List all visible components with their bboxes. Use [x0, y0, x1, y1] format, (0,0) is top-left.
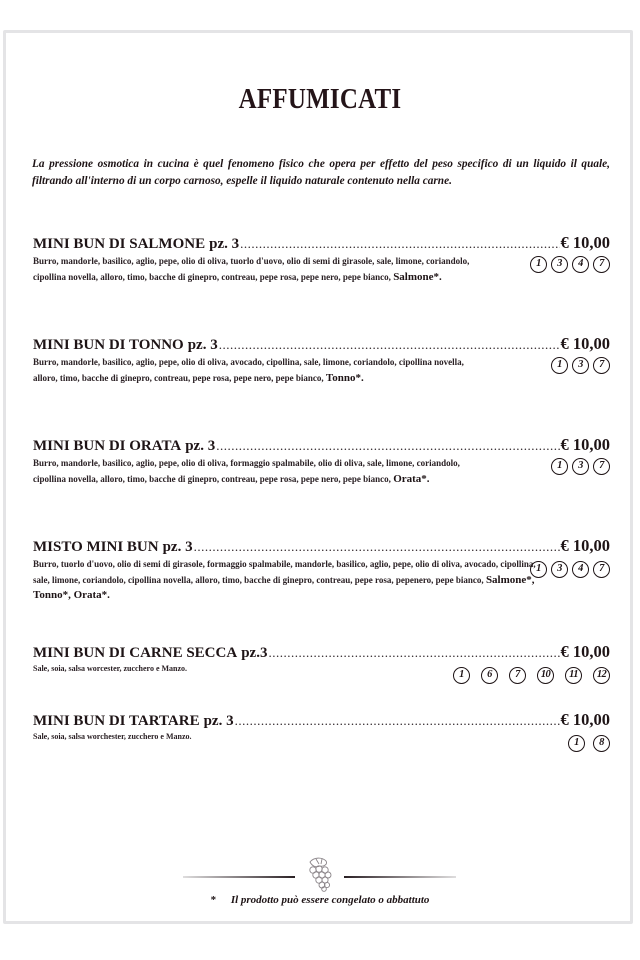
item-main-ingredient: Salmone*, Tonno*, Orata*. [33, 573, 535, 601]
allergen-badge: 7 [593, 458, 610, 475]
item-quantity: pz. 3 [203, 713, 234, 729]
item-name: MISTO MINI BUN [33, 539, 159, 555]
item-price: € 10,00 [560, 435, 610, 454]
menu-item-tonno [33, 335, 610, 386]
item-quantity: pz.3 [241, 645, 268, 661]
allergen-list [551, 458, 610, 475]
dot-leader [235, 712, 560, 730]
menu-item-carne-secca [33, 643, 610, 684]
menu-item-misto [33, 537, 610, 604]
footnote-star: * [210, 894, 217, 906]
allergen-badge: 1 [453, 667, 470, 684]
item-price: € 10,00 [560, 710, 610, 729]
page-title: AFFUMICATI [238, 83, 402, 115]
allergen-badge: 11 [565, 667, 582, 684]
item-name: MINI BUN DI CARNE SECCA [33, 645, 238, 661]
menu-item-orata [33, 436, 610, 487]
allergen-list [568, 735, 610, 752]
allergen-badge: 1 [551, 357, 568, 374]
menu-item-header [33, 335, 610, 354]
allergen-badge: 7 [593, 256, 610, 273]
allergen-list [530, 256, 610, 273]
allergen-badge: 1 [530, 561, 547, 578]
allergen-badge: 1 [568, 735, 585, 752]
allergen-list [551, 357, 610, 374]
allergen-badge: 1 [530, 256, 547, 273]
grape-cluster-icon [302, 856, 336, 892]
menu-item-header [33, 643, 610, 662]
allergen-badge: 4 [572, 561, 589, 578]
footnote-text: Il prodotto può essere congelato o abbattuto [230, 894, 430, 906]
item-ingredients: Burro, mandorle, basilico, aglio, pepe, olio di oliva, formaggio spalmabile, olio di oliva, sale, limone, coriandolo, cipollina novella, alloro, timo, bacche di ginepro, contreau, pepe rosa, pepe nero, pepe bianco, Orata*. [33, 458, 460, 485]
dot-leader [194, 538, 560, 556]
allergen-badge: 12 [593, 667, 610, 684]
item-quantity: pz. 3 [187, 337, 218, 353]
item-ingredients: Sale, soia, salsa worcester, zucchero e Manzo. [33, 664, 188, 673]
item-price: € 10,00 [560, 536, 610, 555]
item-ingredients: Burro, mandorle, basilico, aglio, pepe, olio di oliva, tuorlo d'uovo, olio di semi di girasole, sale, limone, coriandolo, cipollina novella, alloro, timo, bacche di ginepro, contreau, pepe rosa, pepe nero, pepe bianco, Salmone*. [33, 256, 470, 283]
item-name: MINI BUN DI SALMONE [33, 236, 206, 252]
item-price: € 10,00 [560, 642, 610, 661]
allergen-list [453, 667, 610, 684]
item-main-ingredient: Salmone*. [393, 270, 442, 283]
dot-leader [240, 235, 559, 253]
allergen-badge: 3 [572, 357, 589, 374]
menu-item-salmone [33, 234, 610, 285]
menu-item-header [33, 711, 610, 730]
menu-item-tartare [33, 711, 610, 752]
allergen-list [530, 561, 610, 578]
allergen-badge: 7 [593, 561, 610, 578]
item-quantity: pz. 3 [162, 539, 193, 555]
dot-leader [268, 644, 559, 662]
dot-leader [219, 336, 560, 354]
item-name: MINI BUN DI TONNO [33, 337, 184, 353]
divider-line [344, 876, 456, 878]
item-name: MINI BUN DI ORATA [33, 438, 182, 454]
item-quantity: pz. 3 [209, 236, 240, 252]
dot-leader [216, 437, 559, 455]
menu-item-header [33, 436, 610, 455]
item-price: € 10,00 [560, 233, 610, 252]
item-main-ingredient: Tonno*. [325, 371, 364, 384]
item-price: € 10,00 [560, 334, 610, 353]
allergen-badge: 8 [593, 735, 610, 752]
item-quantity: pz. 3 [185, 438, 216, 454]
menu-item-header [33, 234, 610, 253]
allergen-badge: 10 [537, 667, 554, 684]
allergen-badge: 3 [551, 561, 568, 578]
allergen-badge: 4 [572, 256, 589, 273]
allergen-badge: 7 [509, 667, 526, 684]
allergen-badge: 3 [572, 458, 589, 475]
allergen-badge: 1 [551, 458, 568, 475]
allergen-badge: 3 [551, 256, 568, 273]
footnote [0, 894, 640, 906]
divider-line [183, 876, 295, 878]
item-ingredients: Burro, tuorlo d'uovo, olio di semi di girasole, formaggio spalmabile, mandorle, basilico, aglio, pepe, olio di oliva, avocado, cipollina, sale, limone, coriandolo, cipollina novella, alloro, timo, bacche di ginepro, contreau, pepe rosa, pepenero, pepe bianco, Salmone*, Tonno*, Orata*. [33, 559, 536, 601]
menu-item-header [33, 537, 610, 556]
item-ingredients: Burro, mandorle, basilico, aglio, pepe, olio di oliva, avocado, cipollina, sale, limone, coriandolo, cipollina novella, alloro, timo, bacche di ginepro, contreau, pepe rosa, pepe nero, pepe bianco, Tonno*. [33, 357, 464, 384]
item-ingredients: Sale, soia, salsa worchester, zucchero e Manzo. [33, 732, 192, 741]
item-name: MINI BUN DI TARTARE [33, 713, 200, 729]
intro-text: La pressione osmotica in cucina è quel fenomeno fisico che opera per effetto del peso specifico di un liquido il quale, filtrando all'interno di un corpo carnoso, espelle il liquido naturale contenuto nella carne. [32, 158, 610, 187]
allergen-badge: 6 [481, 667, 498, 684]
footer-ornament [0, 856, 640, 896]
allergen-badge: 7 [593, 357, 610, 374]
item-main-ingredient: Orata*. [393, 472, 430, 485]
